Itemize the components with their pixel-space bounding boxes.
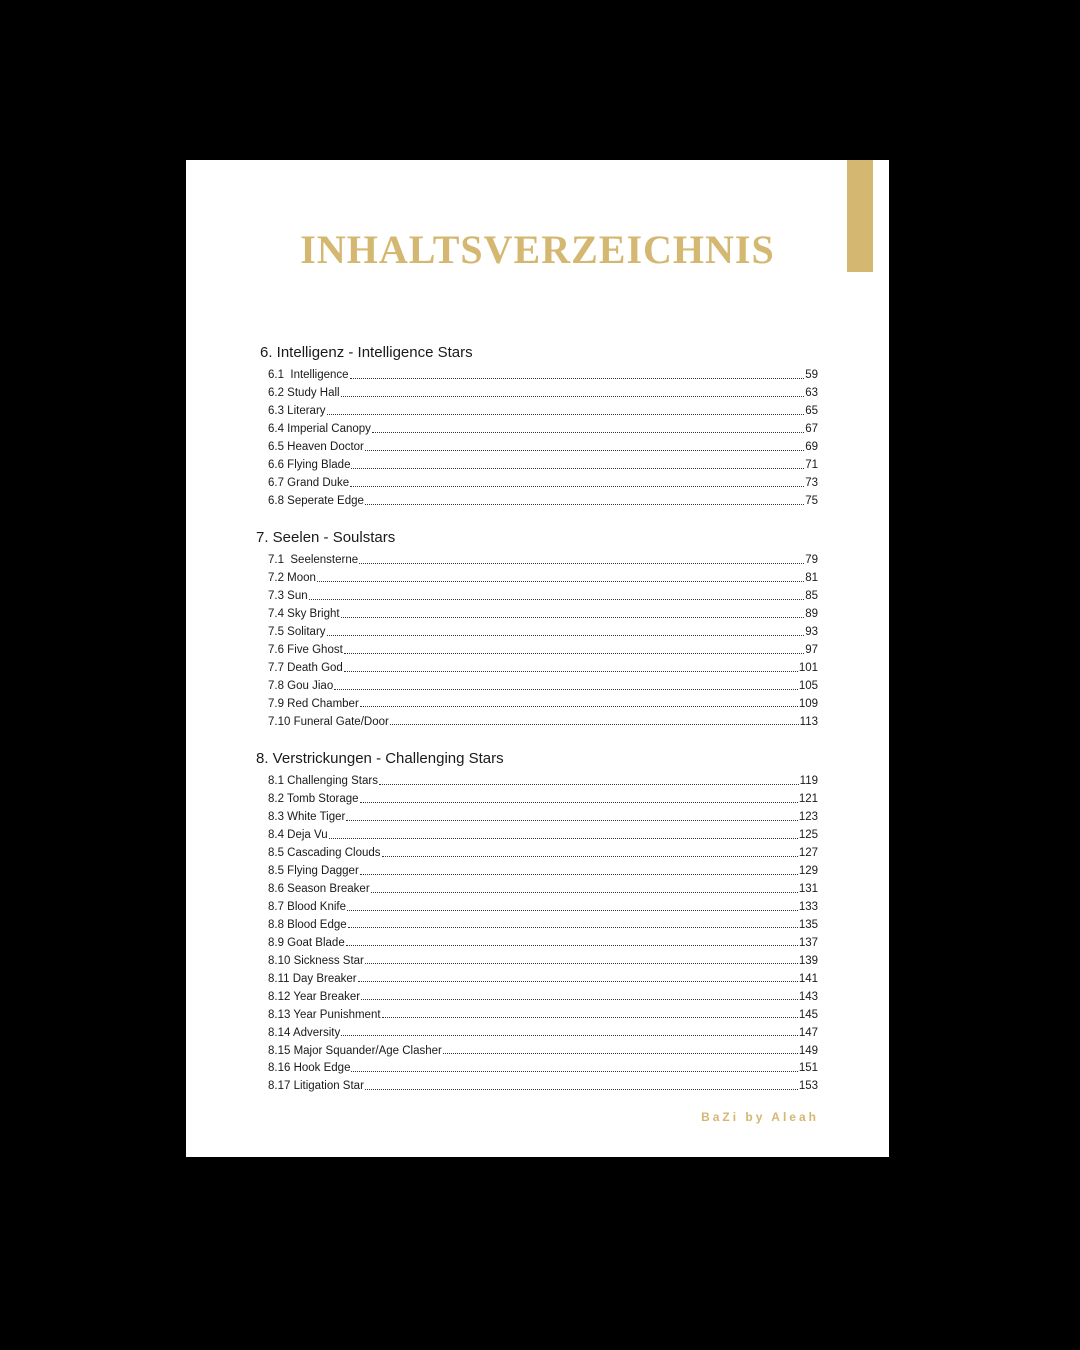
section-heading-8: 8. Verstrickungen - Challenging Stars: [256, 750, 504, 767]
toc-entry-page-number: 59: [805, 369, 818, 382]
dot-leader: [358, 981, 798, 982]
toc-entry-label: 8.4 Deja Vu: [268, 829, 328, 842]
dot-leader: [360, 802, 798, 803]
toc-entry-label: 7.2 Moon: [268, 572, 316, 585]
dot-leader: [334, 689, 798, 690]
toc-entry-page-number: 71: [805, 459, 818, 472]
toc-entry-label: 7.8 Gou Jiao: [268, 680, 334, 692]
dot-leader: [341, 396, 805, 397]
toc-entry[interactable]: [268, 1003, 818, 1021]
toc-entry-page-number: 73: [805, 477, 818, 490]
toc-entry[interactable]: [268, 1057, 818, 1075]
toc-entry-page-number: 109: [798, 697, 818, 710]
toc-entry-page-number: 147: [798, 1026, 818, 1039]
toc-entry-label: 8.6 Season Breaker: [268, 883, 370, 896]
toc-entry[interactable]: [268, 603, 818, 621]
toc-entry[interactable]: [268, 675, 818, 693]
dot-leader: [350, 378, 805, 379]
toc-entry-page-number: 137: [798, 936, 818, 949]
toc-entry-label: 8.14 Adversity: [268, 1026, 341, 1039]
dot-leader: [350, 486, 804, 487]
toc-entry-page-number: 89: [805, 608, 818, 621]
toc-entry[interactable]: [268, 585, 818, 603]
toc-entry[interactable]: [268, 860, 818, 878]
toc-entry-label: 8.10 Sickness Star: [268, 954, 364, 967]
toc-entry-page-number: 125: [798, 829, 818, 842]
toc-entry-label: 8.5 Flying Dagger: [268, 865, 359, 878]
dot-leader: [371, 892, 798, 893]
section-heading-7: 7. Seelen - Soulstars: [256, 529, 396, 546]
toc-entry-page-number: 75: [805, 495, 818, 507]
dot-leader: [327, 414, 805, 415]
dot-leader: [347, 910, 798, 911]
toc-entry-label: 6.6 Flying Blade: [268, 459, 351, 472]
toc-entry[interactable]: [268, 454, 818, 472]
toc-entry[interactable]: [268, 878, 818, 896]
toc-entry-label: 8.5 Cascading Clouds: [268, 847, 381, 860]
toc-entry-label: 7.4 Sky Bright: [268, 608, 340, 621]
toc-entry[interactable]: [268, 418, 818, 436]
toc-entry-label: 8.12 Year Breaker: [268, 990, 361, 1003]
toc-entry-label: 7.10 Funeral Gate/Door: [268, 715, 389, 728]
toc-entry-label: 7.5 Solitary: [268, 626, 326, 639]
toc-entry-page-number: 129: [798, 865, 818, 878]
toc-entry[interactable]: [268, 693, 818, 711]
toc-entry[interactable]: [268, 549, 818, 567]
toc-entry-page-number: 143: [798, 990, 818, 1003]
toc-entry[interactable]: [268, 931, 818, 949]
toc-entry[interactable]: [268, 842, 818, 860]
toc-entry[interactable]: [268, 639, 818, 657]
dot-leader: [382, 856, 798, 857]
toc-entry-page-number: 131: [798, 883, 818, 896]
toc-entry[interactable]: [268, 788, 818, 806]
toc-entry-page-number: 69: [805, 441, 818, 454]
dot-leader: [361, 999, 798, 1000]
toc-entry[interactable]: [268, 567, 818, 585]
toc-list-section-7: [268, 549, 818, 728]
toc-entry[interactable]: [268, 382, 818, 400]
toc-entry-label: 8.13 Year Punishment: [268, 1008, 381, 1021]
dot-leader: [379, 784, 799, 785]
toc-entry-page-number: 65: [805, 405, 818, 418]
dot-leader: [341, 617, 805, 618]
toc-entry-page-number: 127: [798, 847, 818, 860]
toc-entry-page-number: 141: [798, 972, 818, 985]
toc-list-section-8: [268, 770, 818, 1093]
toc-entry-label: 7.1 Seelensterne: [268, 554, 359, 567]
toc-entry-page-number: 119: [799, 775, 818, 788]
toc-entry-page-number: 123: [798, 811, 818, 824]
toc-entry-page-number: 101: [798, 662, 818, 675]
dot-leader: [344, 653, 804, 654]
toc-entry[interactable]: [268, 770, 818, 788]
toc-entry-label: 7.6 Five Ghost: [268, 644, 343, 657]
dot-leader: [348, 927, 798, 928]
section-heading-6: 6. Intelligenz - Intelligence Stars: [260, 344, 473, 361]
toc-entry[interactable]: [268, 364, 818, 382]
toc-entry-label: 6.7 Grand Duke: [268, 477, 350, 490]
toc-entry-label: 6.3 Literary: [268, 405, 326, 418]
dot-leader: [327, 635, 805, 636]
footer-brand: BaZi by Aleah: [701, 1110, 819, 1124]
dot-leader: [351, 1071, 797, 1072]
toc-entry-label: 6.4 Imperial Canopy: [268, 423, 371, 436]
dot-leader: [365, 450, 804, 451]
toc-entry-page-number: 85: [805, 590, 818, 603]
dot-leader: [360, 874, 798, 875]
toc-entry-page-number: 153: [798, 1080, 818, 1093]
toc-entry-page-number: 149: [798, 1044, 818, 1057]
toc-entry-page-number: 113: [799, 715, 818, 728]
toc-entry-label: 7.9 Red Chamber: [268, 697, 359, 710]
toc-entry[interactable]: [268, 472, 818, 490]
toc-entry-page-number: 105: [798, 680, 818, 692]
dot-leader: [346, 820, 797, 821]
toc-entry-page-number: 151: [798, 1062, 818, 1075]
toc-entry[interactable]: [268, 914, 818, 932]
toc-entry[interactable]: [268, 657, 818, 675]
toc-entry-label: 8.17 Litigation Star: [268, 1080, 364, 1093]
toc-entry-label: 6.1 Intelligence: [268, 369, 349, 382]
toc-entry-label: 8.8 Blood Edge: [268, 918, 347, 931]
toc-entry[interactable]: [268, 1021, 818, 1039]
dot-leader: [317, 581, 804, 582]
toc-entry-label: 8.15 Major Squander/Age Clasher: [268, 1044, 442, 1057]
toc-entry[interactable]: [268, 967, 818, 985]
dot-leader: [382, 1017, 798, 1018]
toc-entry-label: 8.7 Blood Knife: [268, 901, 347, 913]
document-page: [186, 160, 889, 1157]
toc-entry[interactable]: [268, 1075, 818, 1093]
toc-entry-page-number: 121: [798, 793, 818, 806]
toc-entry[interactable]: [268, 490, 818, 508]
toc-entry-label: 8.16 Hook Edge: [268, 1062, 351, 1075]
toc-entry[interactable]: [268, 896, 818, 914]
dot-leader: [309, 599, 805, 600]
toc-entry[interactable]: [268, 824, 818, 842]
toc-entry-page-number: 139: [798, 954, 818, 967]
toc-entry-label: 6.5 Heaven Doctor: [268, 441, 364, 454]
toc-entry-page-number: 97: [805, 644, 818, 657]
toc-entry-page-number: 81: [805, 572, 818, 585]
dot-leader: [346, 945, 798, 946]
toc-entry-page-number: 79: [805, 554, 818, 567]
toc-entry[interactable]: [268, 400, 818, 418]
dot-leader: [365, 504, 804, 505]
dot-leader: [329, 838, 798, 839]
toc-entry-label: 8.1 Challenging Stars: [268, 775, 378, 788]
dot-leader: [359, 563, 804, 564]
toc-entry-page-number: 93: [805, 626, 818, 639]
toc-entry-label: 8.3 White Tiger: [268, 811, 346, 824]
dot-leader: [341, 1035, 798, 1036]
toc-entry[interactable]: [268, 710, 818, 728]
toc-entry-label: 8.9 Goat Blade: [268, 936, 345, 949]
toc-entry-label: 6.8 Seperate Edge: [268, 495, 364, 507]
toc-entry-page-number: 67: [805, 423, 818, 436]
toc-entry-label: 7.7 Death God: [268, 662, 343, 675]
toc-entry[interactable]: [268, 436, 818, 454]
dot-leader: [365, 963, 798, 964]
toc-entry-page-number: 145: [798, 1008, 818, 1021]
dot-leader: [344, 671, 798, 672]
toc-entry[interactable]: [268, 949, 818, 967]
toc-entry[interactable]: [268, 985, 818, 1003]
toc-entry-page-number: 133: [798, 901, 818, 913]
toc-entry-label: 8.11 Day Breaker: [268, 972, 357, 985]
dot-leader: [372, 432, 804, 433]
toc-entry[interactable]: [268, 1039, 818, 1057]
dot-leader: [443, 1053, 798, 1054]
toc-entry-page-number: 63: [805, 387, 818, 400]
dot-leader: [365, 1089, 798, 1090]
dot-leader: [360, 706, 798, 707]
toc-entry-label: 8.2 Tomb Storage: [268, 793, 359, 806]
toc-entry-label: 6.2 Study Hall: [268, 387, 340, 400]
dot-leader: [390, 724, 799, 725]
toc-entry[interactable]: [268, 806, 818, 824]
dot-leader: [351, 468, 804, 469]
toc-entry-label: 7.3 Sun: [268, 590, 308, 603]
toc-list-section-6: [268, 364, 818, 508]
toc-entry[interactable]: [268, 621, 818, 639]
page-title: INHALTSVERZEICHNIS: [300, 227, 775, 272]
toc-entry-page-number: 135: [798, 918, 818, 931]
